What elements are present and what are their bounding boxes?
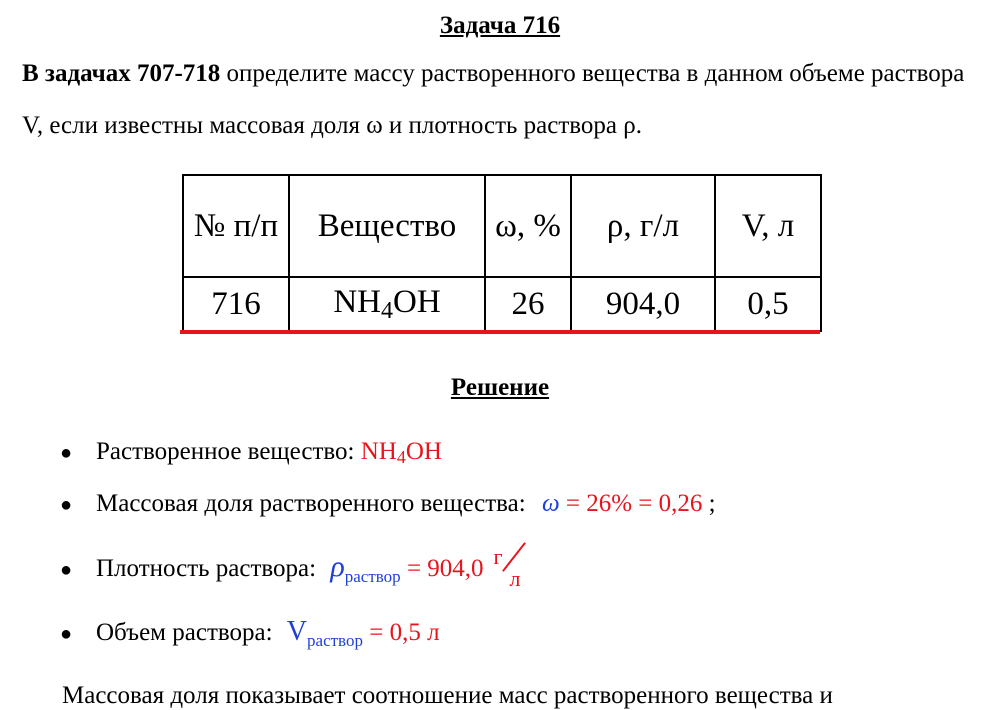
table-row bbox=[183, 277, 821, 331]
problem-statement bbox=[22, 48, 982, 152]
list-item-volume: ● Объем раствора: $V_{раствор} = 0,5$ л bbox=[60, 616, 440, 650]
header-cell-rho: ρ, г/л bbox=[571, 175, 715, 277]
fraction-unit: г л bbox=[492, 550, 532, 594]
bullet-icon: ● bbox=[60, 441, 73, 464]
problem-title: Задача 716 bbox=[439, 12, 561, 39]
bullet-icon: ● bbox=[60, 493, 73, 516]
red-underline-divider bbox=[180, 330, 820, 334]
data-table bbox=[182, 174, 822, 332]
cell-number: 716 bbox=[183, 277, 289, 331]
explanation-paragraph: Массовая доля показывает соотношение масс растворенного вещества и bbox=[62, 682, 833, 709]
problem-range: В задачах 707-718 bbox=[22, 60, 221, 87]
list-item-density: ● Плотность раствора: $\rho_{раствор} = 904,0$ г л bbox=[60, 550, 532, 594]
cell-volume: 0,5 bbox=[715, 277, 821, 331]
header-cell-substance: Вещество bbox=[289, 175, 485, 277]
cell-omega: 26 bbox=[485, 277, 571, 331]
table-header-row bbox=[183, 175, 821, 277]
cell-substance: NH4OH bbox=[289, 277, 485, 331]
solution-title: Решение bbox=[450, 374, 550, 401]
list-item-mass-fraction: ● Массовая доля растворенного вещества: ω = 26% = 0,26 ; bbox=[60, 490, 716, 517]
bullet-icon: ● bbox=[60, 622, 73, 645]
header-cell-number: № п/п bbox=[183, 175, 289, 277]
header-cell-omega: ω, % bbox=[485, 175, 571, 277]
header-cell-volume: V, л bbox=[715, 175, 821, 277]
cell-rho: 904,0 bbox=[571, 277, 715, 331]
problem-text: определите массу растворенного вещества в данном объеме раствора V, если известны массовая доля ω и плотность раствора ρ. bbox=[22, 60, 965, 139]
bullet-icon: ● bbox=[60, 558, 73, 581]
list-item-substance: ● Растворенное вещество: NH4OH bbox=[60, 438, 442, 467]
